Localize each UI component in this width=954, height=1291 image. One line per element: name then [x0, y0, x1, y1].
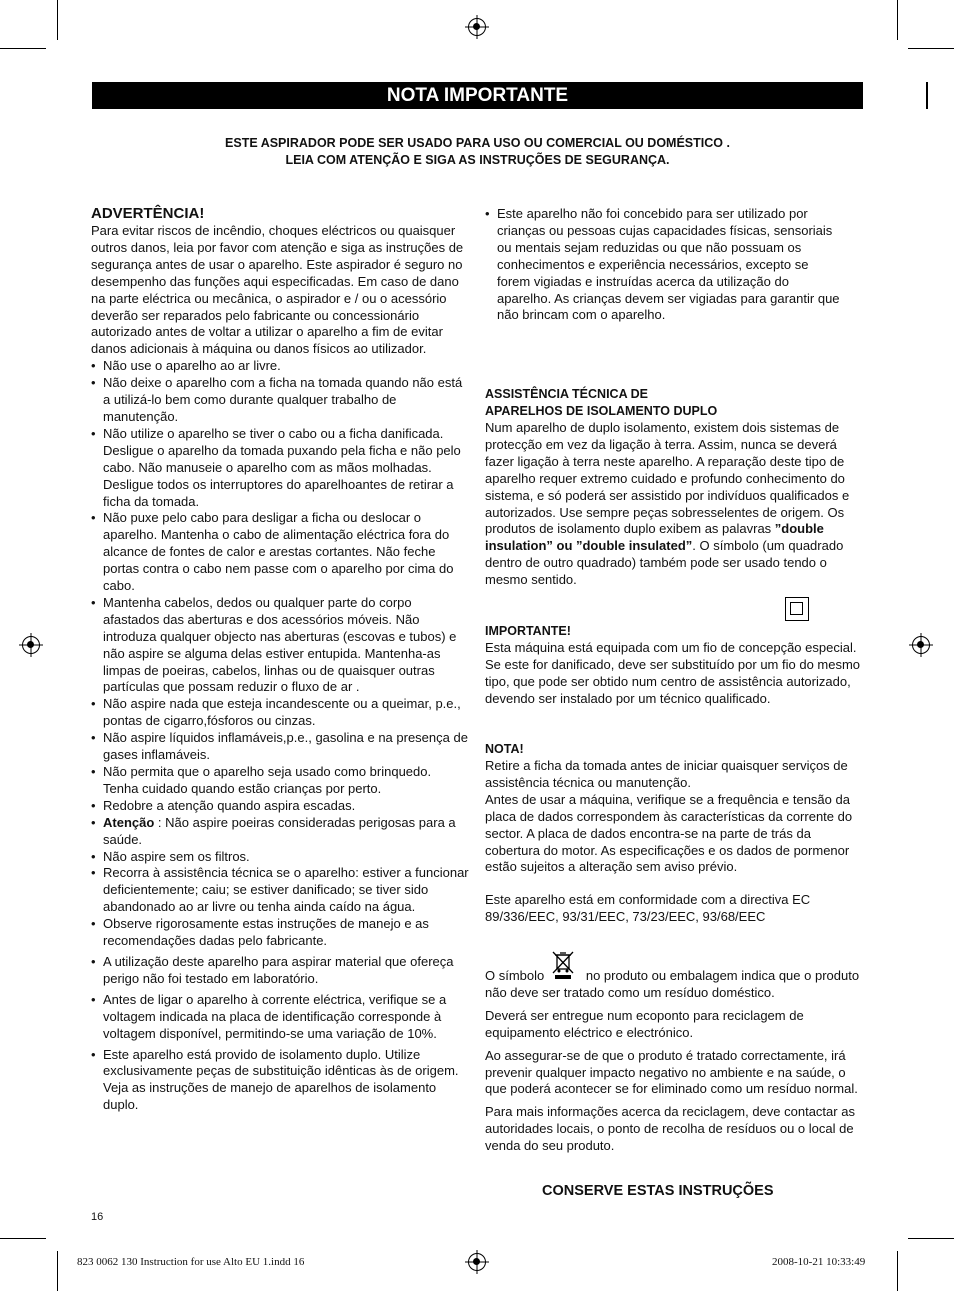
- assistance-paragraph: [485, 420, 861, 589]
- weee-text: no produto ou embalagem indica que o produto não deve ser tratado como um resíduo doméstico.: [485, 968, 860, 1000]
- double-insulation-icon: [785, 597, 809, 621]
- weee-paragraph: [485, 968, 867, 1002]
- footer-timestamp: 2008-10-21 10:33:49: [772, 1256, 866, 1268]
- weee-text: O símbolo: [485, 968, 545, 983]
- crop-mark: [57, 0, 58, 40]
- list-item: • Antes de ligar o aparelho à corrente eléctrica, verifique se a voltagem indicada na placa de identificação corresponde à voltagem disponível, permitindo-se uma variação de 10%.: [91, 992, 469, 1043]
- assistance-heading: APARELHOS DE ISOLAMENTO DUPLO: [485, 404, 718, 418]
- warning-heading: ADVERTÊNCIA!: [91, 205, 205, 222]
- list-item: • Não permita que o aparelho seja usado como brinquedo. Tenha cuidado quando estão crianças por perto.: [91, 764, 469, 798]
- intro-notice: [92, 135, 863, 169]
- warning-paragraph: Para evitar riscos de incêndio, choques eléctricos ou quaisquer outros danos, leia por favor com atenção e siga as instruções de segurança antes de usar o aparelho. Este aspirador é seguro no desempenho das funções aqui especificadas. Em caso de dano na parte eléctrica ou mecânica, o aspirador e / ou o acessório deverão ser reparados pelo fabricante ou concessionário autorizado antes de voltar a utilizar o aparelho a fim de evitar danos adicionais à máquina ou danos físicos ao utilizador.: [91, 223, 464, 357]
- assistance-section: [485, 386, 861, 589]
- list-item: • Não aspire nada que esteja incandescente ou a queimar, p.e., pontas de cigarro,fósforos ou cinzas.: [91, 696, 469, 730]
- nota-text: Retire a ficha da tomada antes de iniciar quaisquer serviços de assistência técnica ou manutenção.: [485, 758, 848, 790]
- crop-mark: [57, 1251, 58, 1291]
- assistance-text: . O símbolo (um quadrado dentro de outro quadrado) também pode ser usado tendo o mesmo sentido.: [485, 538, 844, 588]
- registration-mark-icon: [468, 18, 486, 36]
- list-item: • Não use o aparelho ao ar livre.: [91, 358, 469, 375]
- crop-mark: [926, 82, 928, 109]
- list-item: • Não utilize o aparelho se tiver o cabo ou a ficha danificada. Desligue o aparelho da tomada puxando pela ficha e não pelo cabo. Não manuseie o aparelho com as mãos molhadas. Desligue todos os interruptores do aparelhoantes de retirar a ficha da tomada.: [91, 426, 469, 511]
- children-notice: [485, 206, 845, 324]
- list-item: • Não deixe o aparelho com a ficha na tomada quando não está a utilizá-lo bem como durante qualquer trabalho de manutenção.: [91, 375, 469, 426]
- nota-section: [485, 741, 863, 876]
- children-list: [485, 206, 845, 324]
- double-insulation-label: ”double insulation” ou ”double insulated”: [485, 521, 824, 554]
- list-item: • Não aspire líquidos inflamáveis,p.e., gasolina e na presença de gases inflamáveis.: [91, 730, 469, 764]
- crop-mark: [0, 48, 46, 49]
- crop-mark: [897, 1251, 898, 1291]
- left-column: [91, 205, 469, 1114]
- list-item: • Este aparelho está provido de isolamento duplo. Utilize exclusivamente peças de substituição idênticas às de origem. Veja as instruções de manejo de aparelhos de isolamento duplo.: [91, 1047, 469, 1115]
- crop-mark: [908, 1238, 954, 1239]
- crossed-bin-icon: [550, 970, 576, 984]
- nota-heading: NOTA!: [485, 742, 524, 756]
- registration-mark-icon: [912, 636, 930, 654]
- crop-mark: [908, 48, 954, 49]
- list-item: • Redobre a atenção quando aspira escadas.: [91, 798, 469, 815]
- intro-line: ESTE ASPIRADOR PODE SER USADO PARA USO OU COMERCIAL OU DOMÉSTICO .: [225, 136, 730, 150]
- crop-mark: [897, 0, 898, 40]
- nota-text: Antes de usar a máquina, verifique se a frequência e tensão da placa de dados correspondem às características da corrente do sector. A placa de dados encontra-se na parte de trás da cobertura do motor. As especificações e os dados de pormenor estão sujeitos a alteração sem aviso prévio.: [485, 791, 853, 875]
- list-item: • A utilização deste aparelho para aspirar material que ofereça perigo não foi testado em laboratório.: [91, 954, 469, 988]
- atencao-text: : Não aspire poeiras consideradas perigosas para a saúde.: [103, 814, 456, 847]
- page-number: 16: [91, 1211, 104, 1223]
- list-item: • Observe rigorosamente estas instruções de manejo e as recomendações dadas pelo fabricante.: [91, 916, 469, 950]
- list-item: • Não aspire sem os filtros.: [91, 849, 469, 866]
- safety-list: [91, 358, 469, 1114]
- list-item: • Não puxe pelo cabo para desligar a ficha ou deslocar o aparelho. Mantenha o cabo de alimentação eléctrica fora do alcance de fontes de calor e arestas cortantes. Não feche portas contra o cabo nem passe com o aparelho por cima do cabo.: [91, 510, 469, 595]
- weee-paragraph: Deverá ser entregue num ecoponto para reciclagem de equipamento eléctrico e electrónico.: [485, 1007, 804, 1040]
- list-item: • Recorra à assistência técnica se o aparelho: estiver a funcionar deficientemente; caiu; se estiver danificado; se tiver sido abandonado ao ar livre ou tenha ainda caído na água.: [91, 865, 469, 916]
- list-item-atencao: [91, 815, 469, 849]
- list-item: • Mantenha cabelos, dedos ou qualquer parte do corpo afastados das aberturas e dos acessórios móveis. Não introduza qualquer objecto nas aberturas (escovas e tubos) e não aspire se alguma delas estiver entupida. Mantenha-as limpas de poeiras, cabelos, linhas ou de quaisquer outras partículas que possam reduzir o fluxo de ar .: [91, 595, 469, 696]
- directive-text: Este aparelho está em conformidade com a directiva EC 89/336/EEC, 93/31/EEC, 73/23/EEC, 93/68/EEC: [485, 892, 811, 924]
- weee-section: [485, 968, 867, 1155]
- list-item: • Este aparelho não foi concebido para ser utilizado por crianças ou pessoas cujas capacidades físicas, sensoriais ou mentais sejam reduzidas ou que não possuam os conhecimentos e experiência necessários, excepto se forem vigiadas e instruídas acerca da utilização do aparelho. As crianças devem ser vigiadas para garantir que não brincam com o aparelho.: [485, 206, 845, 324]
- assistance-text: Num aparelho de duplo isolamento, existem dois sistemas de protecção em vez da ligação à terra. Assim, nunca se deverá fazer ligação à terra neste aparelho. A reparação deste tipo de aparelho requer extremo cuidado e profundo conhecimento do sistema, e só poderá ser assistido por indivíduos qualificados e autorizados. Use sempre peças sobresselentes de origem. Os produtos de isolamento duplo exibem as palavras: [485, 420, 850, 537]
- importante-section: [485, 623, 863, 708]
- intro-line: LEIA COM ATENÇÃO E SIGA AS INSTRUÇÕES DE SEGURANÇA.: [285, 153, 670, 167]
- footer-file: 823 0062 130 Instruction for use Alto EU 1.indd 16: [77, 1256, 305, 1268]
- weee-paragraph: Para mais informações acerca da reciclagem, deve contactar as autoridades locais, o ponto de recolha de resíduos ou o local de venda do seu produto.: [485, 1104, 855, 1154]
- importante-text: Esta máquina está equipada com um fio de concepção especial. Se este for danificado, deve ser substituído por um fio do mesmo tipo, que pode ser obtido num centro de assistência autorizado, devendo ser instalado por um técnico qualificado.: [485, 640, 861, 706]
- crop-mark: [0, 1238, 46, 1239]
- assistance-heading: ASSISTÊNCIA TÉCNICA DE: [485, 387, 648, 401]
- importante-heading: IMPORTANTE!: [485, 624, 571, 638]
- registration-mark-icon: [22, 636, 40, 654]
- conserve-heading: CONSERVE ESTAS INSTRUÇÕES: [542, 1183, 774, 1199]
- page-title: NOTA IMPORTANTE: [92, 82, 863, 109]
- weee-paragraph: Ao assegurar-se de que o produto é tratado correctamente, irá prevenir qualquer impacto negativo no ambiente e na saúde, o que poderá acontecer se for eliminado como um resíduo normal.: [485, 1047, 858, 1097]
- registration-mark-icon: [468, 1253, 486, 1271]
- atencao-label: Atenção: [103, 814, 155, 830]
